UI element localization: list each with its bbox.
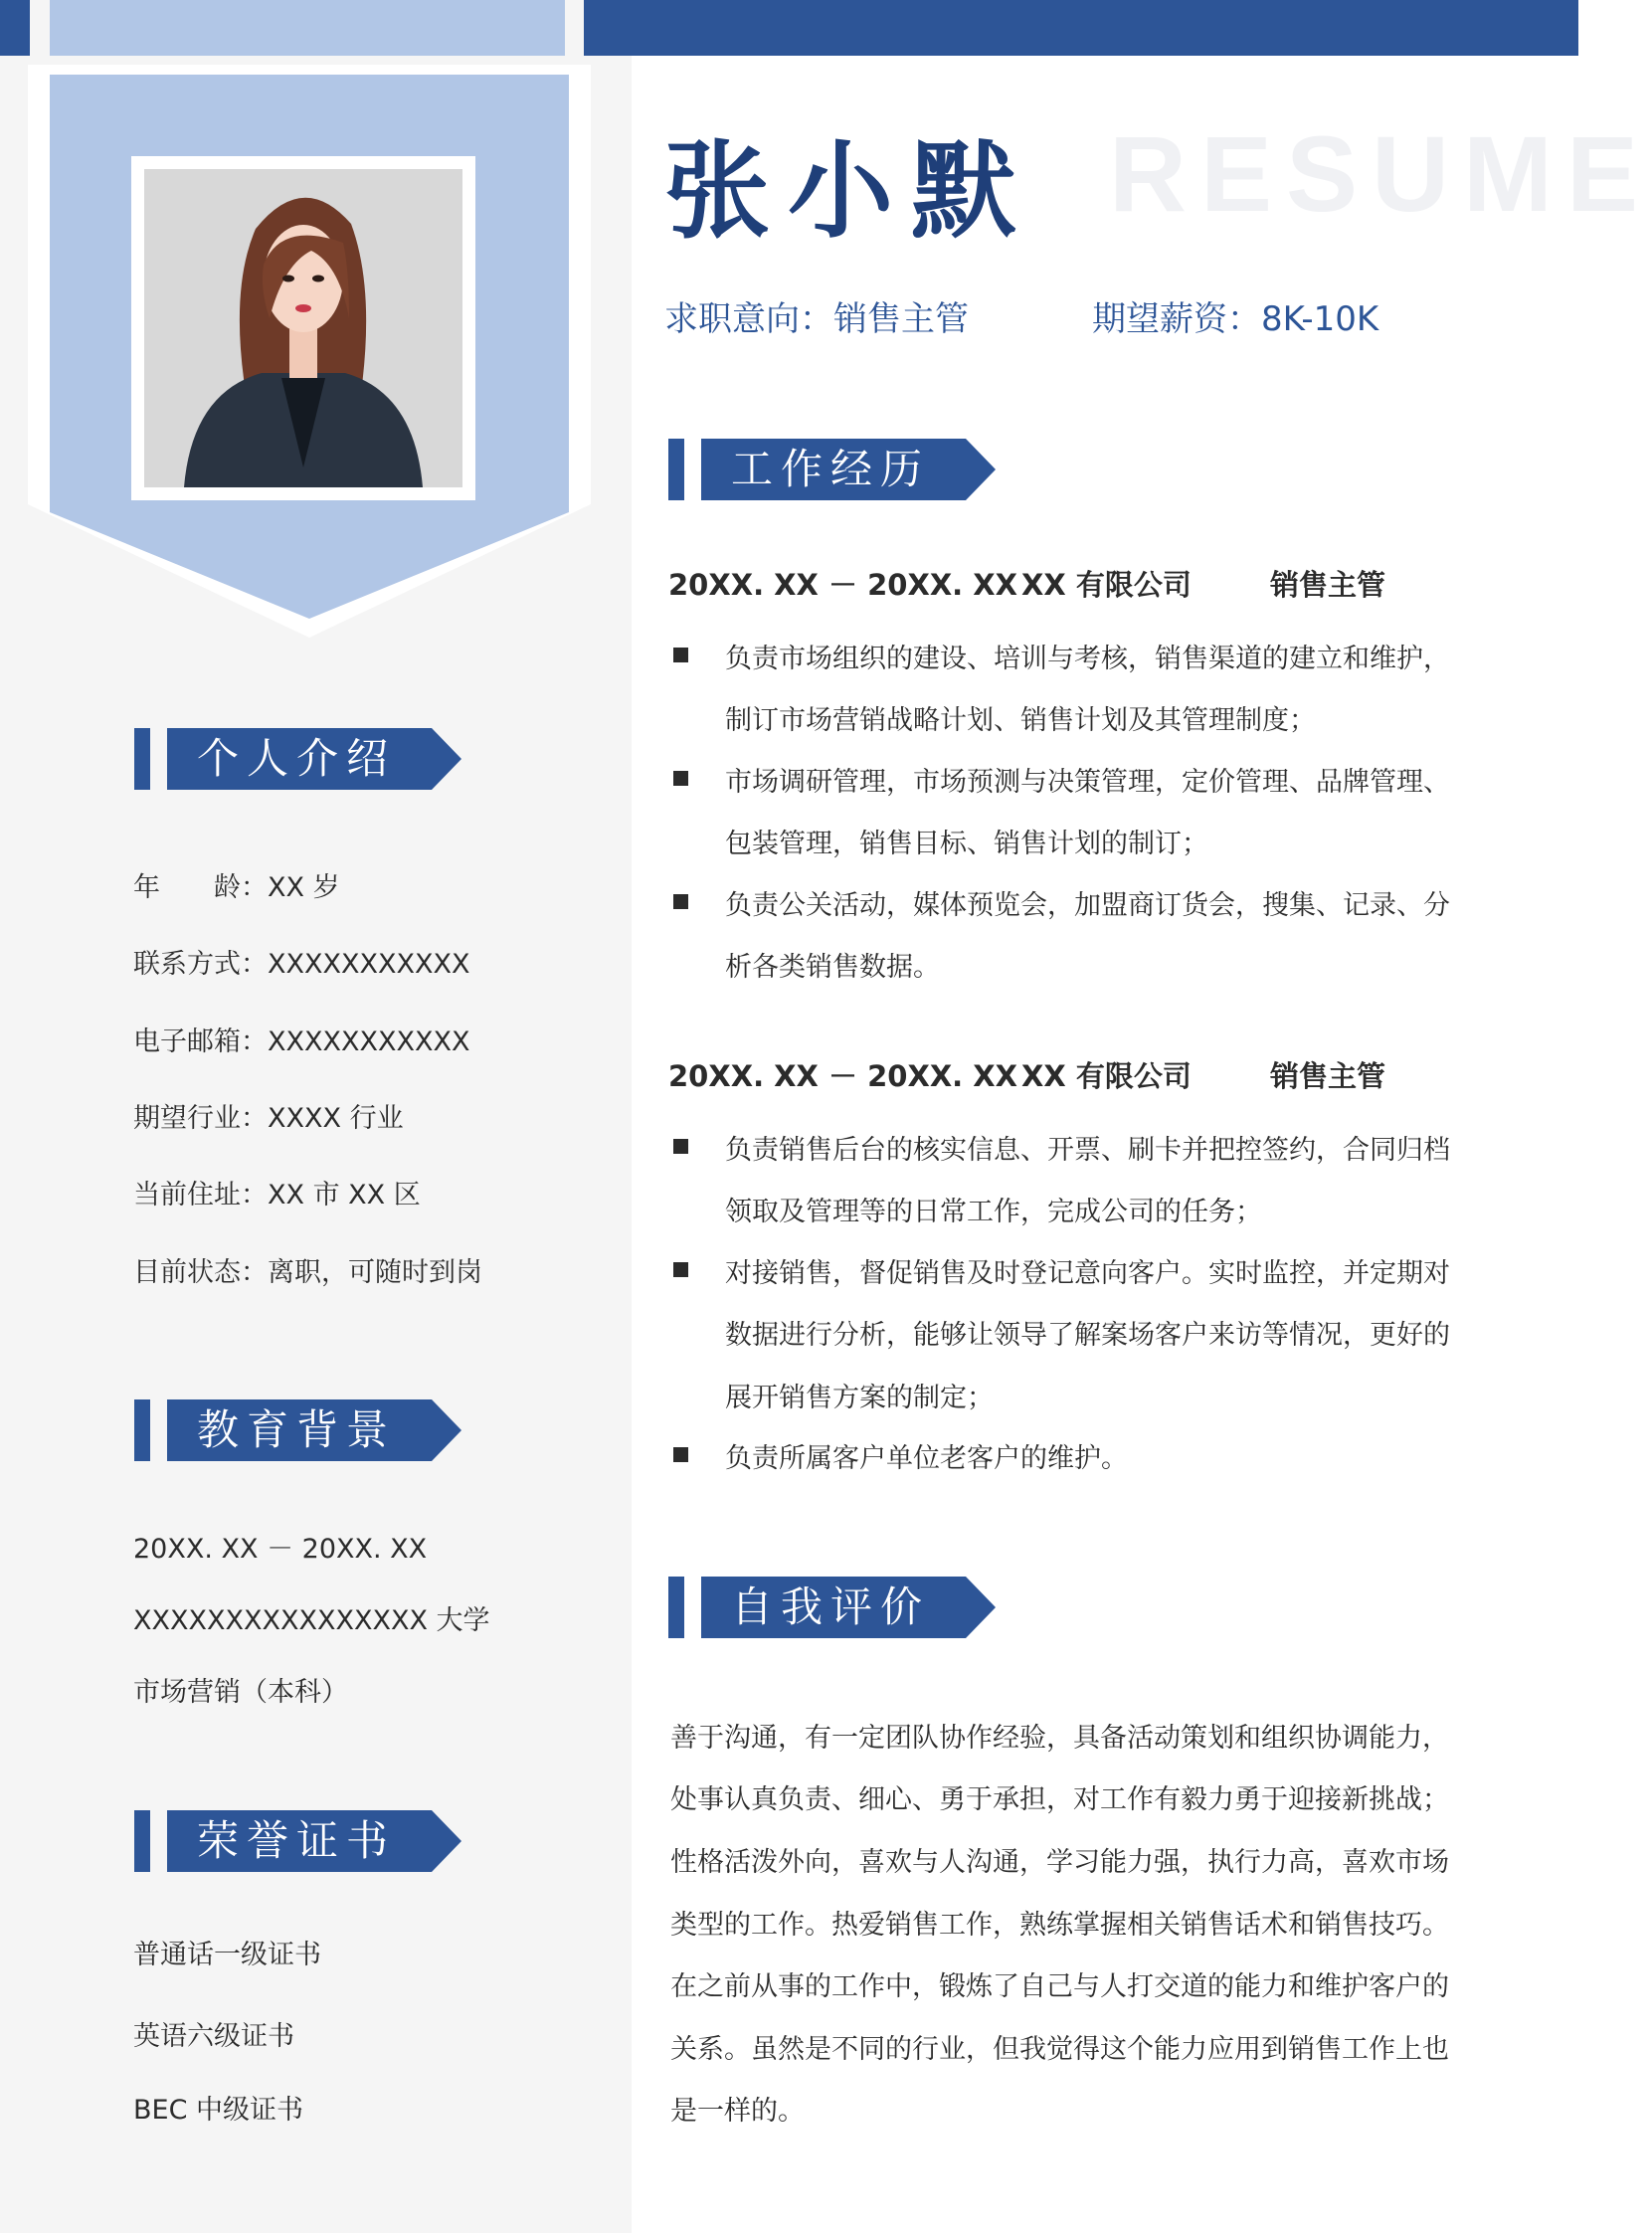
bullet-icon [673, 1262, 688, 1277]
personal-industry: 期望行业：XXXX 行业 [133, 1103, 404, 1134]
job-position: 销售主管 [1270, 1059, 1386, 1093]
section-marker [668, 1577, 684, 1638]
job-bullet-line: 负责公关活动，媒体预览会，加盟商订货会，搜集、记录、分 [725, 890, 1450, 921]
self-eval-line: 是一样的。 [670, 2096, 805, 2127]
top-accent-bar-light [50, 0, 565, 56]
profile-photo [144, 169, 462, 487]
honor-item: 普通话一级证书 [133, 1940, 321, 1970]
job-bullet-line: 制订市场营销战略计划、销售计划及其管理制度； [725, 705, 1316, 736]
job-company: XX 有限公司 [1021, 1059, 1192, 1093]
section-title: 自我评价 [730, 1582, 930, 1631]
honor-item: BEC 中级证书 [133, 2095, 304, 2126]
job-bullet-line: 对接销售，督促销售及时登记意向客户。实时监控，并定期对 [725, 1258, 1450, 1289]
job-bullet-line: 领取及管理等的日常工作，完成公司的任务； [725, 1197, 1262, 1227]
top-accent-bar-left [0, 0, 30, 56]
self-eval-line: 善于沟通，有一定团队协作经验，具备活动策划和组织协调能力， [670, 1723, 1449, 1754]
section-marker [134, 728, 150, 790]
job-position: 销售主管 [1270, 568, 1386, 602]
job-intent-label: 求职意向： [664, 299, 833, 339]
section-marker [134, 1810, 150, 1872]
job-bullet-line: 负责销售后台的核实信息、开票、刷卡并把控签约，合同归档 [725, 1135, 1450, 1166]
bullet-icon [673, 771, 688, 786]
job-company: XX 有限公司 [1021, 568, 1192, 602]
job-bullet-line: 析各类销售数据。 [725, 952, 940, 983]
job-intent-value: 销售主管 [833, 299, 969, 339]
job-bullet-line: 数据进行分析，能够让领导了解案场客户来访等情况，更好的 [725, 1320, 1450, 1351]
section-header-self-eval [668, 1577, 997, 1638]
candidate-name: 张小默 [664, 130, 1034, 253]
expected-salary [1092, 291, 1378, 340]
job-bullet-line: 负责所属客户单位老客户的维护。 [725, 1443, 1128, 1474]
section-header-honors [134, 1810, 462, 1872]
section-title: 荣誉证书 [196, 1816, 396, 1865]
personal-status: 目前状态：离职，可随时到岗 [133, 1257, 482, 1288]
job-bullet-line: 包装管理，销售目标、销售计划的制订； [725, 829, 1208, 859]
personal-email: 电子邮箱：XXXXXXXXXXX [133, 1026, 470, 1057]
section-header-work [668, 439, 997, 500]
salary-value: 8K-10K [1261, 299, 1379, 339]
job-period: 20XX. XX － 20XX. XX [668, 568, 1018, 602]
self-eval-line: 关系。虽然是不同的行业，但我觉得这个能力应用到销售工作上也 [670, 2034, 1449, 2065]
bullet-icon [673, 648, 688, 662]
personal-age: 年 龄：XX 岁 [133, 872, 340, 903]
top-accent-bar-right [584, 0, 1578, 56]
job-intent [664, 291, 969, 340]
section-title: 教育背景 [196, 1405, 396, 1454]
job-bullet-line: 市场调研管理，市场预测与决策管理，定价管理、品牌管理、 [725, 767, 1450, 798]
bullet-icon [673, 1139, 688, 1154]
section-marker [668, 439, 684, 500]
profile-photo-frame [131, 156, 475, 500]
education-period: 20XX. XX － 20XX. XX [133, 1534, 428, 1565]
section-header-education [134, 1399, 462, 1461]
job-bullet-line: 负责市场组织的建设、培训与考核，销售渠道的建立和维护， [725, 644, 1450, 674]
education-school: XXXXXXXXXXXXXXXX 大学 [133, 1605, 490, 1636]
bullet-icon [673, 894, 688, 909]
self-eval-line: 在之前从事的工作中，锻炼了自己与人打交道的能力和维护客户的 [670, 1971, 1449, 2002]
personal-contact: 联系方式：XXXXXXXXXXX [133, 949, 470, 980]
section-marker [134, 1399, 150, 1461]
self-eval-line: 类型的工作。热爱销售工作，熟练掌握相关销售话术和销售技巧。 [670, 1910, 1449, 1941]
bullet-icon [673, 1447, 688, 1462]
job-bullet-line: 展开销售方案的制定； [725, 1383, 994, 1413]
self-eval-line: 性格活泼外向，喜欢与人沟通，学习能力强，执行力高，喜欢市场 [670, 1847, 1449, 1878]
section-title: 个人介绍 [196, 734, 396, 783]
job-period: 20XX. XX － 20XX. XX [668, 1059, 1018, 1093]
section-title: 工作经历 [730, 445, 930, 493]
honor-item: 英语六级证书 [133, 2021, 294, 2052]
self-eval-line: 处事认真负责、细心、勇于承担，对工作有毅力勇于迎接新挑战； [670, 1784, 1449, 1815]
education-major: 市场营销（本科） [133, 1677, 348, 1708]
personal-address: 当前住址：XX 市 XX 区 [133, 1180, 421, 1210]
resume-watermark: RESUME [1109, 113, 1652, 234]
portrait-illustration [144, 169, 462, 487]
salary-label: 期望薪资： [1092, 299, 1261, 339]
section-header-personal [134, 728, 462, 790]
